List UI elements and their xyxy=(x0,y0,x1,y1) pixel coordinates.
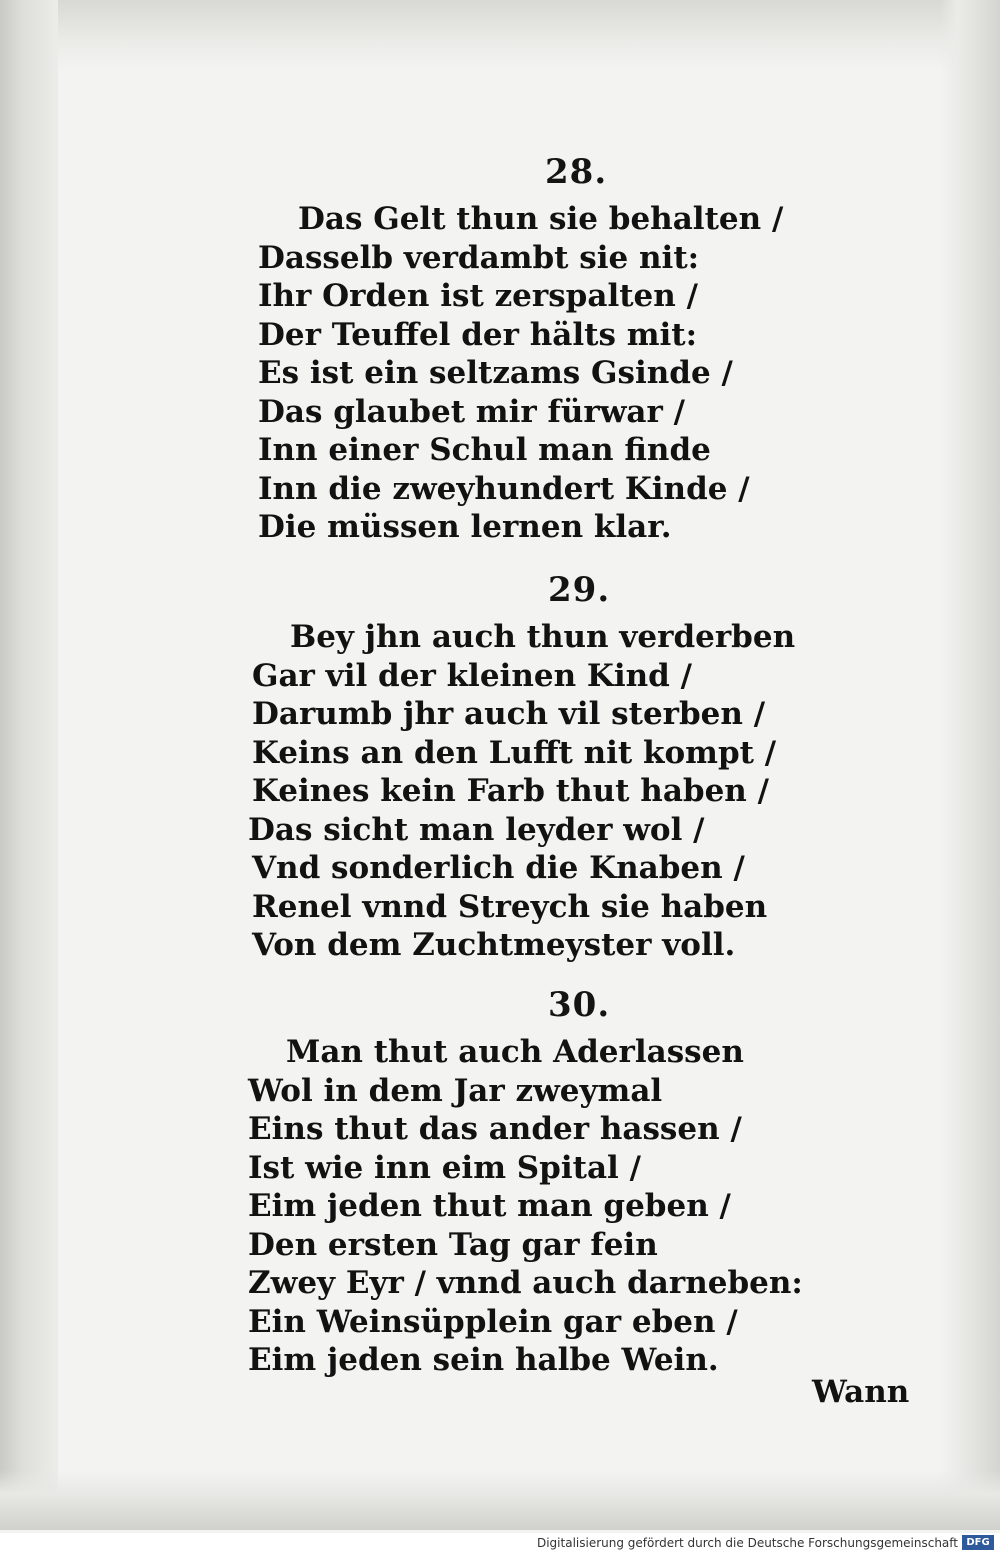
stanza xyxy=(0,618,1000,965)
dfg-logo: DFG xyxy=(962,1535,994,1550)
verse-line: Das Gelt thun sie behalten / xyxy=(298,201,784,237)
page-top-edge xyxy=(0,0,1000,70)
verse-line: Zwey Eyr / vnnd auch darneben: xyxy=(248,1265,803,1301)
stanza xyxy=(0,1033,1000,1380)
verse-line: Es ist ein seltzams Gsinde / xyxy=(258,355,733,391)
verse-line: Darumb jhr auch vil sterben / xyxy=(252,696,766,732)
verse-line: Von dem Zuchtmeyster voll. xyxy=(252,927,736,963)
page-bottom-edge xyxy=(0,1470,1000,1530)
verse-line: Eim jeden sein halbe Wein. xyxy=(248,1342,719,1378)
verse-line: Den ersten Tag gar fein xyxy=(248,1226,658,1263)
verse-line: Ein Weinsüpplein gar eben / xyxy=(248,1303,738,1340)
verse-line: Gar vil der kleinen Kind / xyxy=(252,657,692,694)
verse-line: Eins thut das ander hassen / xyxy=(248,1111,742,1147)
footer-bar xyxy=(0,1533,1000,1553)
verse-line: Das glaubet mir fürwar / xyxy=(258,393,685,430)
verse-line: Wol in dem Jar zweymal xyxy=(248,1072,663,1109)
verse-line: Bey jhn auch thun verderben xyxy=(290,619,796,655)
verse-line: Ihr Orden ist zerspalten / xyxy=(258,278,698,314)
verse-line: Man thut auch Aderlassen xyxy=(286,1034,744,1070)
verse-line: Der Teuffel der hälts mit: xyxy=(258,316,698,353)
verse-line: Keines kein Farb thut haben / xyxy=(252,773,769,809)
stanza-number: 30. xyxy=(548,985,611,1025)
catchword: Wann xyxy=(812,1374,910,1410)
stanza-number: 28. xyxy=(545,152,608,192)
verse-line: Die müssen lernen klar. xyxy=(258,509,672,545)
verse-line: Keins an den Lufft nit kompt / xyxy=(252,734,777,771)
funding-notice: Digitalisierung gefördert durch die Deutsche Forschungsgemeinschaft xyxy=(536,1536,958,1550)
verse-line: Vnd sonderlich die Knaben / xyxy=(252,850,745,886)
verse-line: Ist wie inn eim Spital / xyxy=(248,1149,641,1186)
stanza xyxy=(0,200,1000,547)
stanza-number: 29. xyxy=(548,570,611,610)
verse-line: Eim jeden thut man geben / xyxy=(248,1188,731,1224)
verse-line: Renel vnnd Streych sie haben xyxy=(252,888,768,925)
verse-line: Das sicht man leyder wol / xyxy=(248,811,705,848)
verse-line: Inn die zweyhundert Kinde / xyxy=(258,470,750,507)
verse-line: Inn einer Schul man finde xyxy=(258,432,711,468)
verse-line: Dasselb verdambt sie nit: xyxy=(258,239,700,276)
